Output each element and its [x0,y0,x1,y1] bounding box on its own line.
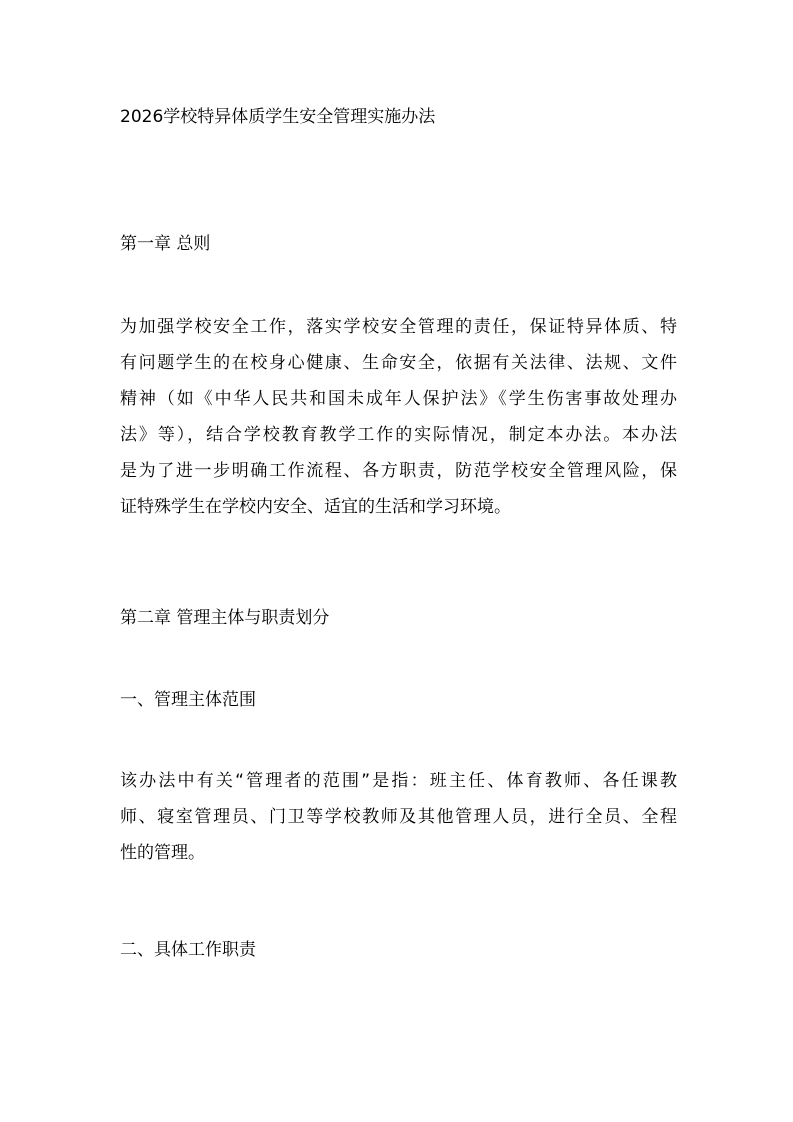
chapter-1-paragraph [120,309,680,525]
document-title: 2026学校特异体质学生安全管理实施办法 [120,107,436,127]
paragraph-line: 证特殊学生在学校内安全、适宜的生活和学习环境。 [120,497,511,517]
paragraph-line: 有问题学生的在校身心健康、生命安全，依据有关法律、法规、文件 [120,353,677,373]
section-2-heading: 二、具体工作职责 [120,940,256,960]
chapter-1-heading: 第一章 总则 [120,234,211,254]
section-1-heading: 一、管理主体范围 [120,690,256,710]
paragraph-line: 精神（如《中华人民共和国未成年人保护法》《学生伤害事故处理办 [120,389,677,409]
chapter-2-heading: 第二章 管理主体与职责划分 [120,608,330,628]
section-1-paragraph [120,763,680,871]
paragraph-line: 性的管理。 [120,843,205,863]
paragraph-line: 法》等），结合学校教育教学工作的实际情况，制定本办法。本办法 [120,425,677,445]
paragraph-line: 是为了进一步明确工作流程、各方职责，防范学校安全管理风险，保 [120,461,677,481]
paragraph-line: 为加强学校安全工作，落实学校安全管理的责任，保证特异体质、特 [120,317,677,337]
paragraph-line: 该办法中有关“管理者的范围”是指：班主任、体育教师、各任课教 [120,771,677,791]
paragraph-line: 师、寝室管理员、门卫等学校教师及其他管理人员，进行全员、全程 [120,807,677,827]
